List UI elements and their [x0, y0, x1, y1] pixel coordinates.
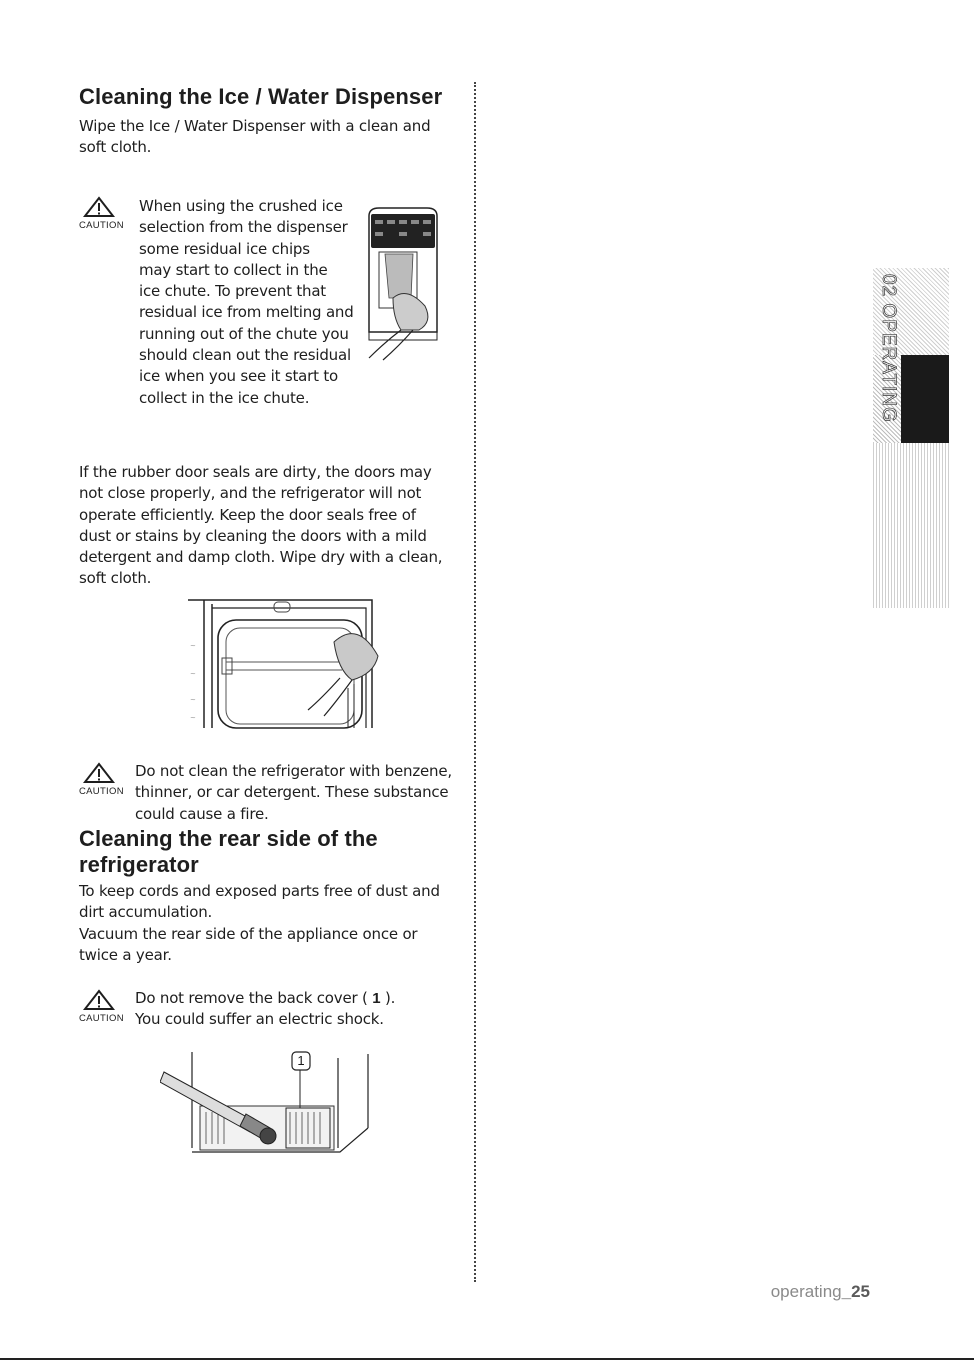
caution-text-3	[135, 988, 465, 1031]
caution-line: residual ice from melting and	[139, 303, 354, 322]
seal-line: If the rubber door seals are dirty, the doors may	[79, 463, 432, 481]
caution-text-1	[139, 196, 369, 409]
caution-line: ice when you see it start to	[139, 367, 339, 386]
caution-line: Do not clean the refrigerator with benzene,	[135, 762, 452, 780]
caution-line: some residual ice chips	[139, 239, 310, 258]
callout-number: 1	[297, 1053, 305, 1068]
caution-triangle-icon	[83, 196, 115, 218]
svg-text:~: ~	[190, 670, 196, 678]
svg-text:~: ~	[190, 696, 196, 704]
ice-water-instructions: Wipe the Ice / Water Dispenser with a clean and soft cloth.	[79, 117, 431, 157]
svg-text:~: ~	[190, 714, 196, 722]
seal-line: not close properly, and the refrigerator will not	[79, 484, 422, 503]
caution-line: ice chute. To prevent that	[139, 282, 326, 301]
caution-line: running out of the chute you	[139, 324, 349, 343]
caution-text-2	[135, 761, 465, 825]
caution-block-3	[79, 989, 124, 1024]
chapter-label: 02 OPERATING	[878, 274, 899, 423]
caution-triangle-icon	[83, 762, 115, 784]
caution-line: thinner, or car detergent. These substance	[135, 783, 449, 802]
rear-line: dirt accumulation.	[79, 903, 213, 922]
caution-triangle-icon	[83, 989, 115, 1011]
section-title-line: refrigerator	[79, 852, 199, 877]
caution-text: ).	[385, 989, 396, 1007]
rear-vacuum-illustration	[160, 1048, 375, 1154]
caution-line: may start to collect in the	[139, 260, 328, 279]
page-number: 25	[851, 1282, 870, 1301]
chapter-side-tab	[873, 268, 949, 608]
caution-label: CAUTION	[79, 1013, 124, 1024]
door-seals-instructions	[79, 462, 464, 590]
caution-line: could cause a fire.	[135, 804, 269, 823]
caution-line: selection from the dispenser	[139, 218, 348, 237]
column-divider	[474, 82, 476, 1282]
rear-line: To keep cords and exposed parts free of dust and	[79, 882, 440, 900]
back-cover-reference: 1	[372, 990, 381, 1007]
caution-block-2	[79, 762, 124, 797]
door-seal-cleaning-illustration	[182, 598, 382, 730]
caution-line	[135, 988, 465, 1009]
caution-line: should clean out the residual	[139, 346, 351, 365]
caution-line: collect in the ice chute.	[139, 388, 310, 407]
caution-line: You could suffer an electric shock.	[135, 1010, 384, 1029]
footer-separator: _	[841, 1282, 852, 1301]
caution-line: When using the crushed ice	[139, 197, 343, 215]
caution-text: Do not remove the back cover (	[135, 989, 368, 1007]
dispenser-cleaning-illustration	[355, 202, 445, 362]
section-title-line: Cleaning the rear side of the	[79, 826, 378, 851]
rear-line: twice a year.	[79, 945, 172, 964]
page-footer	[700, 1282, 870, 1302]
caution-block-1	[79, 196, 124, 231]
rear-line: Vacuum the rear side of the appliance once or	[79, 924, 418, 943]
seal-line: soft cloth.	[79, 569, 152, 588]
section-title-rear-side	[79, 826, 378, 878]
tab-highlight	[901, 355, 949, 443]
caution-label: CAUTION	[79, 786, 124, 797]
seal-line: dust or stains by cleaning the doors with a mild	[79, 526, 427, 545]
rear-side-instructions	[79, 881, 464, 966]
seal-line: detergent and damp cloth. Wipe dry with a clean,	[79, 548, 443, 567]
section-title-ice-water: Cleaning the Ice / Water Dispenser	[79, 84, 443, 109]
svg-text:~: ~	[190, 642, 196, 650]
seal-line: operate efficiently. Keep the door seals free of	[79, 505, 416, 524]
footer-section: operating	[770, 1282, 842, 1301]
tab-pattern	[873, 443, 949, 608]
caution-label: CAUTION	[79, 220, 124, 231]
